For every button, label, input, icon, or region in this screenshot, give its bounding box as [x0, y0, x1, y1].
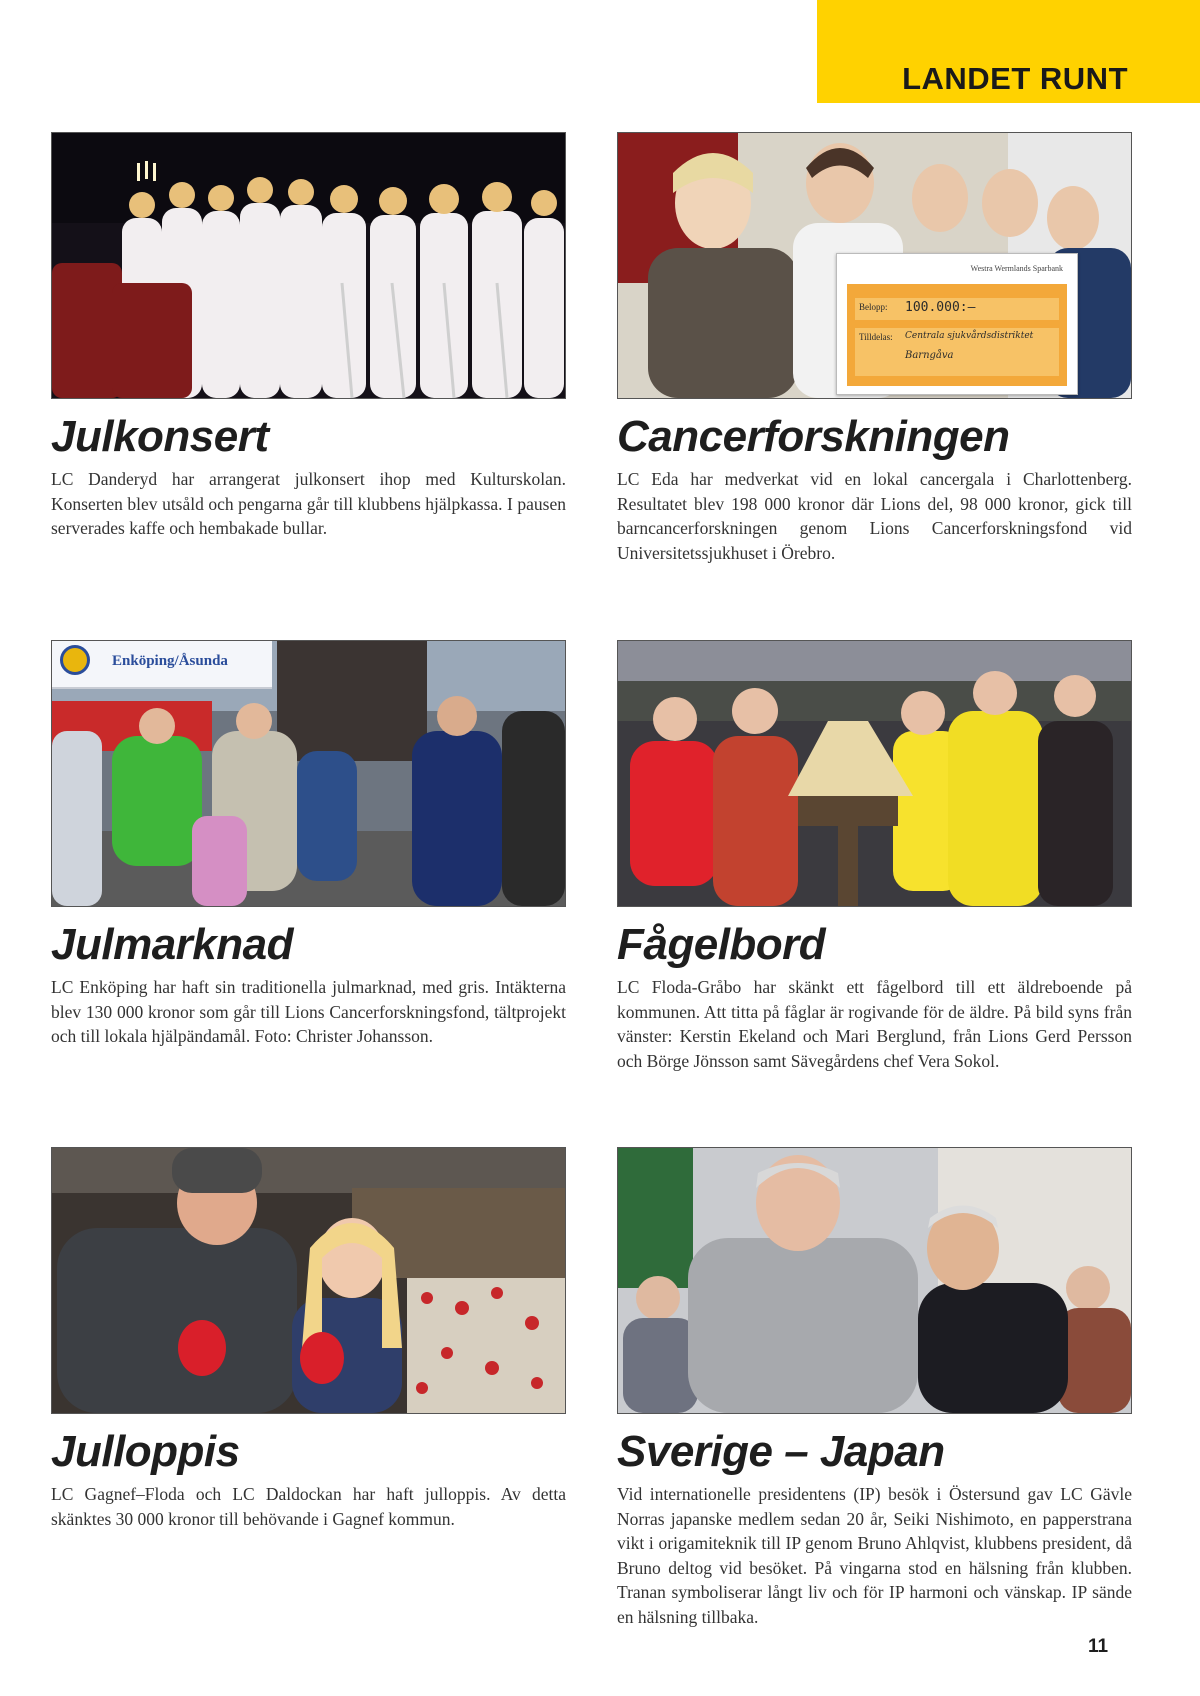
- tent-banner: [52, 641, 272, 689]
- headline: Cancerforskningen: [617, 412, 1010, 461]
- article-body: LC Danderyd har arrangerat julkonsert ihop med Kulturskolan. Konserten blev utsåld och pengarna går till klubbens hjälpkassa. I pausen serverades kaffe och hembakade bullar.: [51, 469, 566, 538]
- headline: Fågelbord: [617, 920, 826, 969]
- photo-lucia-choir: [51, 132, 566, 399]
- article-julmarknad: [51, 640, 566, 1049]
- cheque-note: Barngåva: [905, 350, 954, 361]
- article-julkonsert: [51, 132, 566, 541]
- article-body: LC Eda har medverkat vid en lokal cancergala i Charlottenberg. Resultatet blev 198 000 kronor där Lions del, 98 000 kronor, gick till barncancerforskningen genom Lions Cancerforskningsfond vid Universitetssjukhuset i Örebro.: [617, 469, 1132, 563]
- cheque: [836, 253, 1078, 395]
- tent-sign-text: Enköping/Åsunda: [112, 653, 228, 669]
- photo-christmas-flea-market: [51, 1147, 566, 1414]
- article-body: LC Floda-Gråbo har skänkt ett fågelbord till ett äldreboende på kommunen. Att titta på fåglar är rogivande för de äldre. På bild syns från vänster: Kerstin Ekeland och Mari Berglund, från Lions Gerd Persson och Börge Jönsson samt Sävegårdens chef Vera Sokol.: [617, 977, 1132, 1071]
- photo-bird-table: [617, 640, 1132, 907]
- article-body: LC Enköping har haft sin traditionella julmarknad, med gris. Intäkterna blev 130 000 kronor som går till Lions Cancerforskningsfond, tältprojekt och till lokala hjälpändamål. Foto: Christer Johansson.: [51, 977, 566, 1046]
- lions-logo-icon: [60, 645, 90, 675]
- page-number: 11: [1088, 1636, 1109, 1657]
- headline: Julloppis: [51, 1427, 240, 1476]
- article-fagelbord: [617, 640, 1132, 1073]
- cheque-amount-label: Belopp:: [859, 302, 888, 312]
- photo-cheque-handover: [617, 132, 1132, 399]
- article-body: Vid internationelle presidentens (IP) besök i Östersund gav LC Gävle Norras japanske medlem sedan 20 år, Seiki Nishimoto, en papperstrana vikt i origamiteknik till IP genom Bruno Ahlqvist, klubbens president, då Bruno deltog vid besöket. På vingarna stod en hälsning från klubben. Tranan symboliserar långt liv och för IP harmoni och vänskap. IP sände en hälsning tillbaka.: [617, 1484, 1132, 1627]
- cheque-recipient-label: Tilldelas:: [859, 332, 893, 342]
- article-sverige-japan: [617, 1147, 1132, 1629]
- article-cancerforskningen: [617, 132, 1132, 565]
- article-julloppis: [51, 1147, 566, 1531]
- photo-christmas-market: [51, 640, 566, 907]
- cheque-recipient: Centrala sjukvårdsdistriktet: [905, 331, 1034, 341]
- section-title: LANDET RUNT: [902, 61, 1128, 96]
- headline: Julmarknad: [51, 920, 293, 969]
- headline: Sverige – Japan: [617, 1427, 945, 1476]
- cheque-amount: 100.000:–: [905, 300, 976, 315]
- section-tab: [817, 0, 1200, 103]
- article-body: LC Gagnef–Floda och LC Daldockan har haft julloppis. Av detta skänktes 30 000 kronor till behövande i Gagnef kommun.: [51, 1484, 566, 1529]
- cheque-bank: Westra Wermlands Sparbank: [970, 264, 1063, 273]
- photo-origami-gift: [617, 1147, 1132, 1414]
- headline: Julkonsert: [51, 412, 269, 461]
